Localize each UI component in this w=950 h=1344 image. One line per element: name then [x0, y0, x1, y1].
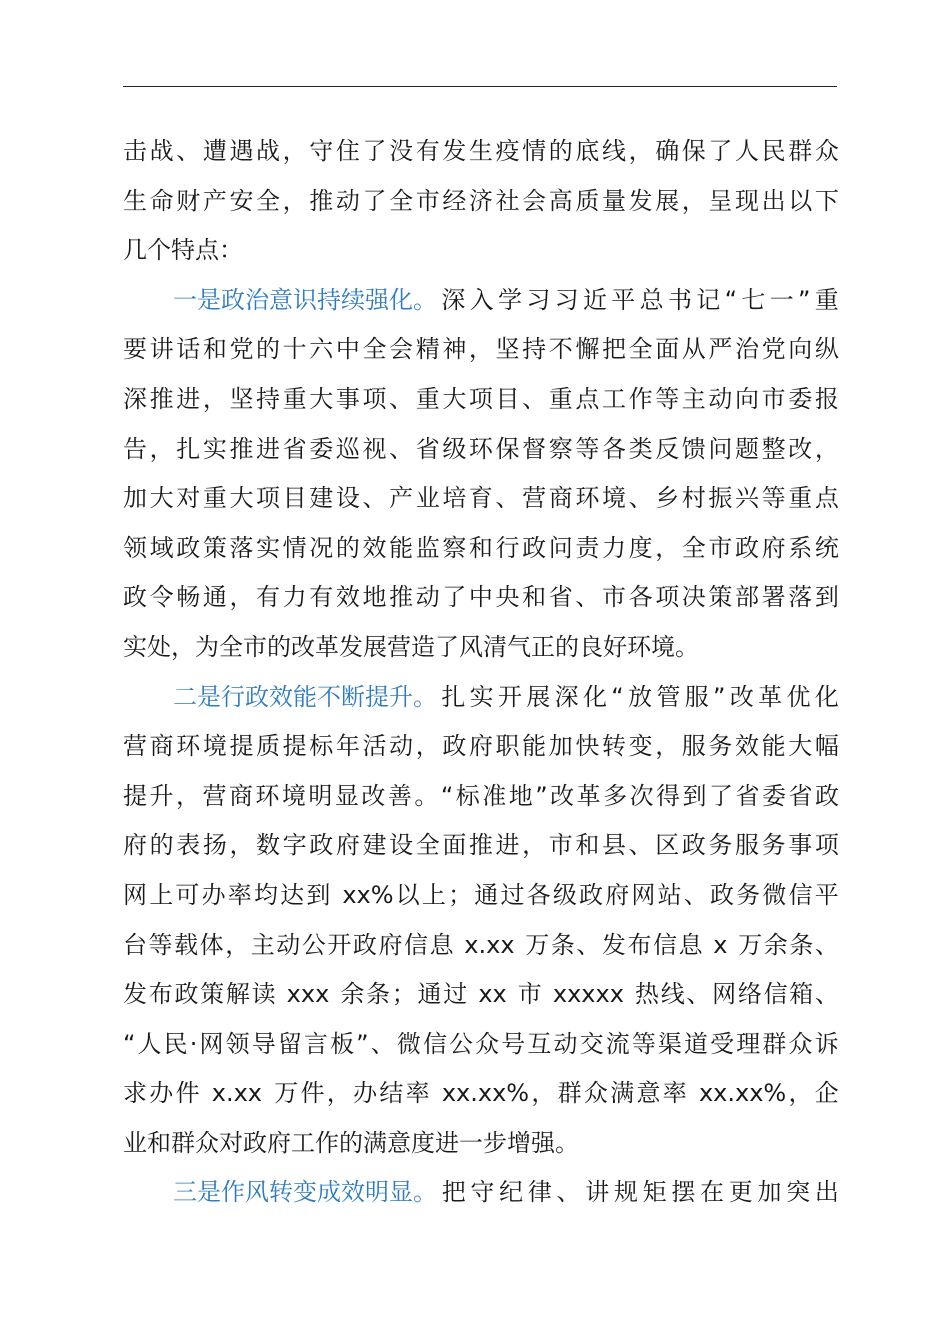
body-text — [123, 127, 839, 1218]
section-heading: 一是政治意识持续强化。 — [173, 285, 437, 314]
text-line: 告 ， 扎 实 推 进 省 委 巡 视 、 省 级 环 保 督 察 等 各 类 反 馈 问 题 整 改 ， — [123, 434, 839, 463]
text-line: 发 布 政 策 解 读 xxx 余 条 ； 通 过 xx 市 xxxxx 热 线 、 网 络 信 箱 、 — [123, 980, 839, 1009]
text-line: 深 推 进 ， 坚 持 重 大 事 项 、 重 大 项 目 、 重 点 工 作 等 主 动 向 市 委 报 — [123, 384, 839, 413]
text-line: 生 命 财 产 安 全 ， 推 动 了 全 市 经 济 社 会 高 质 量 发 展 ， 呈 现 出 以 下 — [123, 186, 839, 215]
text-line: 台 等 载 体 ， 主 动 公 开 政 府 信 息 x.xx 万 条 、 发 布 信 息 x 万 余 条 、 — [123, 930, 839, 959]
text-line: 三是作风转变成效明显。 把 守 纪 律 、 讲 规 矩 摆 在 更 加 突 出 — [123, 1168, 839, 1218]
text-line: “ 人 民 · 网 领 导 留 言 板 ” 、 微 信 公 众 号 互 动 交 流 等 渠 道 受 理 群 众 诉 — [123, 1029, 839, 1058]
section-heading: 三是作风转变成效明显。 — [173, 1178, 437, 1207]
text-line: 求 办 件 x.xx 万 件 ， 办 结 率 xx.xx% ， 群 众 满 意 率 xx.xx% ， 企 — [123, 1079, 839, 1108]
text-line: 击 战 、 遭 遇 战 ， 守 住 了 没 有 发 生 疫 情 的 底 线 ， 确 保 了 人 民 群 众 — [123, 137, 839, 165]
text-line: 二是行政效能不断提升。 扎 实 开 展 深 化 “ 放 管 服 ” 改 革 优 化 — [123, 673, 839, 723]
text-line: 营 商 环 境 提 质 提 标 年 活 动 ， 政 府 职 能 加 快 转 变 ， 服 务 效 能 大 幅 — [123, 732, 839, 761]
text-line: 加 大 对 重 大 项 目 建 设 、 产 业 培 育 、 营 商 环 境 、 乡 村 振 兴 等 重 点 — [123, 484, 839, 513]
text-line: 府 的 表 扬 ， 数 字 政 府 建 设 全 面 推 进 ， 市 和 县 、 区 政 务 服 务 事 项 — [123, 831, 839, 860]
text-line: 领 域 政 策 落 实 情 况 的 效 能 监 察 和 行 政 问 责 力 度 ， 全 市 政 府 系 统 — [123, 533, 839, 562]
text-line: 政 令 畅 通 ， 有 力 有 效 地 推 动 了 中 央 和 省 、 市 各 项 决 策 部 署 落 到 — [123, 583, 839, 612]
text-line: 几个特点： — [123, 236, 243, 265]
text-line: 实处，为全市的改革发展营造了风清气正的良好环境。 — [123, 632, 699, 661]
text-line: 要 讲 话 和 党 的 十 六 中 全 会 精 神 ， 坚 持 不 懈 把 全 面 从 严 治 党 向 纵 — [123, 335, 839, 364]
text-line: 提 升 ， 营 商 环 境 明 显 改 善 。 “ 标 准 地 ” 改 革 多 次 得 到 了 省 委 省 政 — [123, 781, 839, 810]
text-line: 网 上 可 办 率 均 达 到 xx% 以 上 ； 通 过 各 级 政 府 网 站 、 政 务 微 信 平 — [123, 880, 839, 909]
text-line: 一是政治意识持续强化。 深 入 学 习 习 近 平 总 书 记 “ 七 一 ” 重 — [123, 276, 839, 326]
header-rule — [123, 86, 837, 87]
text-line: 业和群众对政府工作的满意度进一步增强。 — [123, 1128, 579, 1157]
section-heading: 二是行政效能不断提升。 — [173, 682, 437, 711]
